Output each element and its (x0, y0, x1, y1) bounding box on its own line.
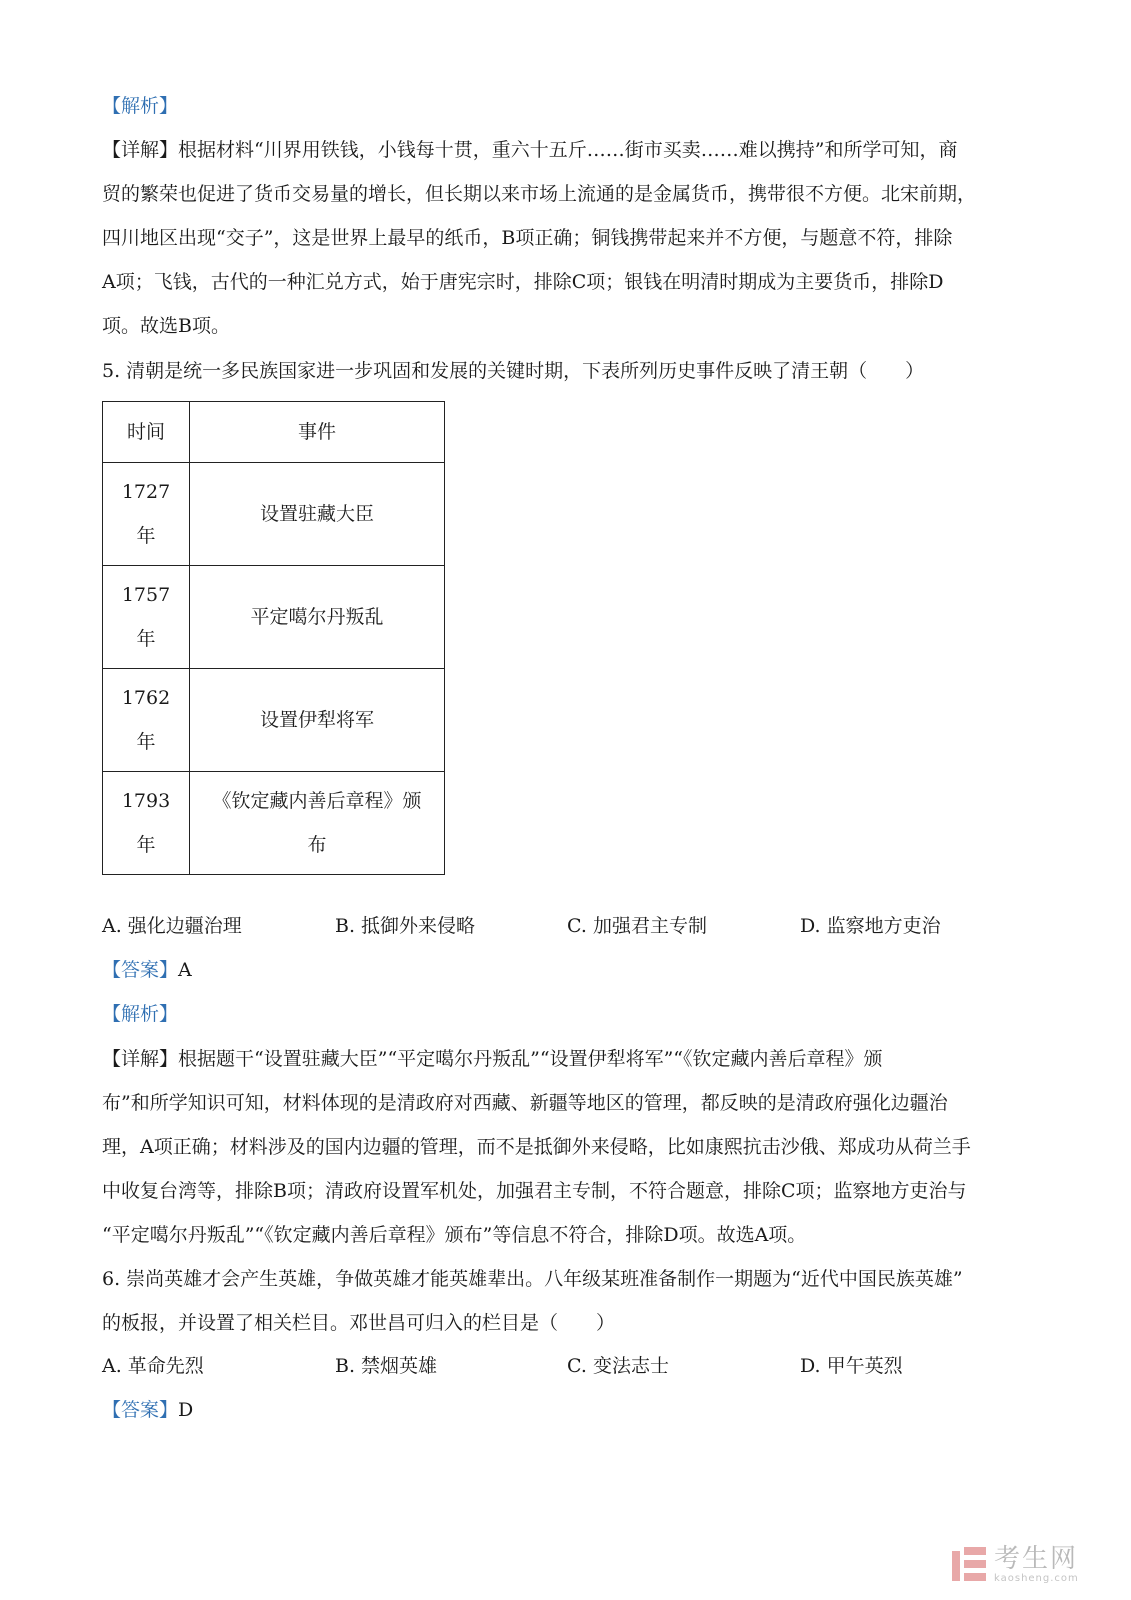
question-5-stem: 5. 清朝是统一多民族国家进一步巩固和发展的关键时期，下表所列历史事件反映了清王朝（ ） (102, 360, 925, 382)
year-cell: 1727 年 (103, 463, 190, 566)
detail-line: A项；飞钱，古代的一种汇兑方式，始于唐宪宗时，排除C项；银钱在明清时期成为主要货币，排除D (102, 271, 944, 293)
detail-line: 布”和所学知识可知，材料体现的是清政府对西藏、新疆等地区的管理，都反映的是清政府强化边疆治 (102, 1092, 948, 1114)
detail-line: 项。故选B项。 (102, 315, 230, 337)
q6-option-b[interactable]: B. 禁烟英雄 (335, 1355, 438, 1377)
year-cell: 1757 年 (103, 566, 190, 669)
q6-answer (102, 1388, 1032, 1432)
detail-line: 四川地区出现“交子”，这是世界上最早的纸币，B项正确；铜钱携带起来并不方便，与题意不符，排除 (102, 227, 953, 249)
q5-option-d[interactable]: D. 监察地方吏治 (800, 915, 941, 937)
q5-option-a[interactable]: A. 强化边疆治理 (102, 915, 242, 937)
q6-option-c[interactable]: C. 变法志士 (567, 1355, 669, 1377)
header-time: 时间 (103, 402, 190, 463)
detail-line: 中收复台湾等，排除B项；清政府设置军机处，加强君主专制，不符合题意，排除C项；监察地方吏治与 (102, 1180, 967, 1202)
header-event: 事件 (190, 402, 445, 463)
q5-answer (102, 948, 1032, 992)
detail-line: 【详解】根据题干“设置驻藏大臣”“平定噶尔丹叛乱”“设置伊犁将军”“《钦定藏内善后章程》颁 (102, 1048, 883, 1070)
answer-tag: 【答案】 (102, 959, 179, 981)
watermark-brand: 考生网 (994, 1544, 1079, 1574)
question-6-stem: 的板报，并设置了相关栏目。邓世昌可归入的栏目是（ ） (102, 1312, 616, 1334)
event-cell: 设置驻藏大臣 (190, 463, 445, 566)
q6-option-d[interactable]: D. 甲午英烈 (800, 1355, 903, 1377)
answer-value: D (178, 1399, 194, 1421)
event-cell: 《钦定藏内善后章程》颁 布 (190, 772, 445, 875)
analysis-heading: 【解析】 (102, 1003, 179, 1025)
q5-option-c[interactable]: C. 加强君主专制 (567, 915, 707, 937)
analysis-heading: 【解析】 (102, 95, 179, 117)
detail-line: 【详解】根据材料“川界用铁钱，小钱每十贯，重六十五斤……街市买卖……难以携持”和所学可知，商 (102, 139, 958, 161)
detail-line: “平定噶尔丹叛乱”“《钦定藏内善后章程》颁布”等信息不符合，排除D项。故选A项。 (102, 1224, 807, 1246)
detail-line: 理，A项正确；材料涉及的国内边疆的管理，而不是抵御外来侵略，比如康熙抗击沙俄、郑成功从荷兰手 (102, 1136, 971, 1158)
detail-line: 贸的繁荣也促进了货币交易量的增长，但长期以来市场上流通的是金属货币，携带很不方便。北宋前期， (102, 183, 977, 205)
table-row (103, 566, 445, 669)
kaosheng-logo-icon (952, 1547, 988, 1583)
q5-option-b[interactable]: B. 抵御外来侵略 (335, 915, 476, 937)
answer-value: A (178, 959, 192, 981)
table-row (103, 772, 445, 875)
events-table (102, 401, 445, 875)
year-cell: 1793 年 (103, 772, 190, 875)
watermark (952, 1545, 1079, 1585)
question-6-stem: 6. 崇尚英雄才会产生英雄，争做英雄才能英雄辈出。八年级某班准备制作一期题为“近代中国民族英雄” (102, 1268, 963, 1290)
detail-tag: 【详解】 (102, 139, 179, 161)
q6-option-a[interactable]: A. 革命先烈 (102, 1355, 204, 1377)
watermark-domain: kaosheng.com (994, 1573, 1079, 1584)
event-cell: 平定噶尔丹叛乱 (190, 566, 445, 669)
detail-tag: 【详解】 (102, 1048, 179, 1070)
year-cell: 1762 年 (103, 669, 190, 772)
event-cell: 设置伊犁将军 (190, 669, 445, 772)
answer-tag: 【答案】 (102, 1399, 179, 1421)
table-row (103, 463, 445, 566)
table-row (103, 669, 445, 772)
table-header-row (103, 402, 445, 463)
